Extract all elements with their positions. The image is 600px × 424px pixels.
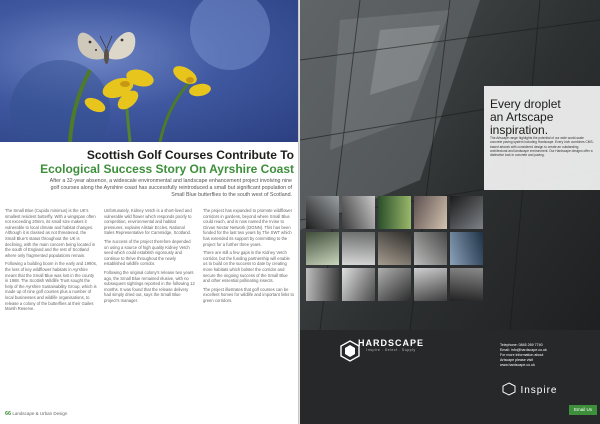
advert-page bbox=[300, 0, 600, 424]
contact-details bbox=[500, 343, 596, 368]
page-number: 66 bbox=[5, 411, 12, 417]
brand-tagline: Inspire . Select . Supply bbox=[366, 348, 416, 352]
advert-headline-line-1: Every droplet bbox=[490, 97, 561, 111]
article-column-1 bbox=[5, 208, 97, 413]
email-link[interactable]: Email: info@hardscape.co.uk bbox=[500, 348, 547, 352]
article-standfirst: After a 32-year absence, a widescale environmental and landscape enhancement project involving nine golf courses along the Ayrshire coast has successfully reintroduced a small but significant population of Small Blue butterflies to the south west of Scotland. bbox=[49, 178, 292, 198]
butterfly-photo bbox=[0, 0, 300, 142]
grid-pattern-tile bbox=[450, 196, 483, 229]
diamond-pattern-tile bbox=[450, 232, 483, 265]
article-column-2 bbox=[104, 208, 196, 413]
inspire-wordmark: Inspire bbox=[520, 385, 558, 396]
paragraph: The project has expanded to promote wildflower corridors in gardens, beyond where Small Blue could reach, and is now named the Irvine to Girvan Nectar Network (I2GNN). This has been funded for the last two years by The SWT which has extended its support by committing to the project for a further three years. bbox=[203, 208, 293, 247]
advert-headline-line-2: an Artscape bbox=[490, 110, 554, 124]
paragraph: The success of the project therefore depended on using a source of high quality Kidney Vetch seed which could establish vigorously and continue to thrive throughout the newly established wildlife corridor. bbox=[104, 238, 191, 267]
advert-headline-line-3: inspiration. bbox=[490, 123, 549, 137]
circle-pattern-tile bbox=[414, 232, 447, 265]
telephone: Telephone: 0845 269 7740 bbox=[500, 343, 543, 347]
stripe-pattern-tile bbox=[378, 232, 411, 265]
cross-pattern-tile bbox=[306, 268, 339, 301]
more-info-line: Artscape please visit bbox=[500, 358, 533, 362]
brand-name: HARDSCAPE bbox=[358, 338, 425, 348]
swirl-pattern-tile bbox=[450, 268, 483, 301]
website-link[interactable]: www.hardscape.co.uk bbox=[500, 363, 535, 367]
advert-headline bbox=[490, 98, 594, 137]
hardscape-logo bbox=[358, 338, 424, 352]
email-us-button[interactable]: Email Us bbox=[569, 405, 597, 415]
inspire-hexagon-icon bbox=[502, 382, 516, 396]
page-folio bbox=[5, 411, 67, 417]
swirl-pattern-tile bbox=[306, 232, 339, 265]
paragraph: The project illustrates that golf courses can be excellent homes for wildlife and important links to green corridors. bbox=[203, 286, 295, 303]
leaf-pattern-tile bbox=[378, 196, 411, 229]
paragraph: Following a building boom in the early and 1990s, the loss of key wildflower habitats in Ayrshire meant that the Small Blue was lost in the county in 1988. The Scottish Wildlife Trust sought the help of the Ayrshire Sustainability Group, which is made up of nine golf courses plus a number of local businesses and wildlife organisations, to release a colony of the butterflies at their Gailes Marsh Reserve. bbox=[5, 261, 97, 312]
article-body bbox=[5, 208, 295, 413]
dot-pattern-tile bbox=[342, 196, 375, 229]
publication-name: Landscape & Urban Design bbox=[12, 411, 68, 416]
headline-line-1: Scottish Golf Courses Contribute To bbox=[86, 148, 294, 162]
paving-samples-grid bbox=[306, 196, 486, 301]
inspire-logo bbox=[502, 380, 572, 398]
hardscape-hexagon-icon bbox=[340, 340, 360, 362]
paragraph: Following the original colony's release two years ago, the Small Blue remained elusive, with no subsequent sightings reported in the following 12 months. It was found that the release delivery had simply dried out, says the Small Blue project's manager. bbox=[104, 269, 195, 303]
star-pattern-tile bbox=[342, 232, 375, 265]
dot-pattern-tile bbox=[342, 268, 375, 301]
article-headline bbox=[24, 148, 294, 176]
advert-body: The Artscape range highlights the potential of our wide world-scale concrete paving system including Hardscape. Every Inch combines CMS-based artwork with considered design to create an outstanding architectural and landscape environment. Our Hardscape designs offer a distinctive look in concrete and paving. bbox=[490, 136, 594, 158]
paragraph: There are still a few gaps in the Kidney Vetch corridor, but the funding partnership will enable us to build on the success to date by creating more habitats which bolster the corridor and secure the ongoing success of the Small Blue and other essential pollinating insects. bbox=[203, 250, 290, 284]
more-info-line: For more information about bbox=[500, 353, 544, 357]
wave-pattern-tile bbox=[414, 196, 447, 229]
grid-pattern-tile bbox=[414, 268, 447, 301]
wave-pattern-tile bbox=[378, 268, 411, 301]
headline-line-2: Ecological Success Story On Ayrshire Coast bbox=[40, 162, 294, 176]
paragraph: The Small Blue (Cupido minimus) is the UK's smallest resident butterfly. With a wingspan often not exceeding 20mm, its small size makes it vulnerable to local climate and habitat changes. Although it is classed as not threatened, the Small Blue's status throughout the UK is declining, with the main concern being located in the south of England and the rest of Scotland where only fragmented populations remain. bbox=[5, 208, 96, 258]
paragraph: Unfortunately, Kidney Vetch is a short-lived and vulnerable wild flower which responds poorly to competition, environmental and habitat pressures, explains Alistair Eccles, National Sales Representative for Cammidge, Scotland. bbox=[104, 208, 192, 236]
cross-pattern-tile bbox=[306, 196, 339, 229]
article-column-3 bbox=[203, 208, 295, 413]
